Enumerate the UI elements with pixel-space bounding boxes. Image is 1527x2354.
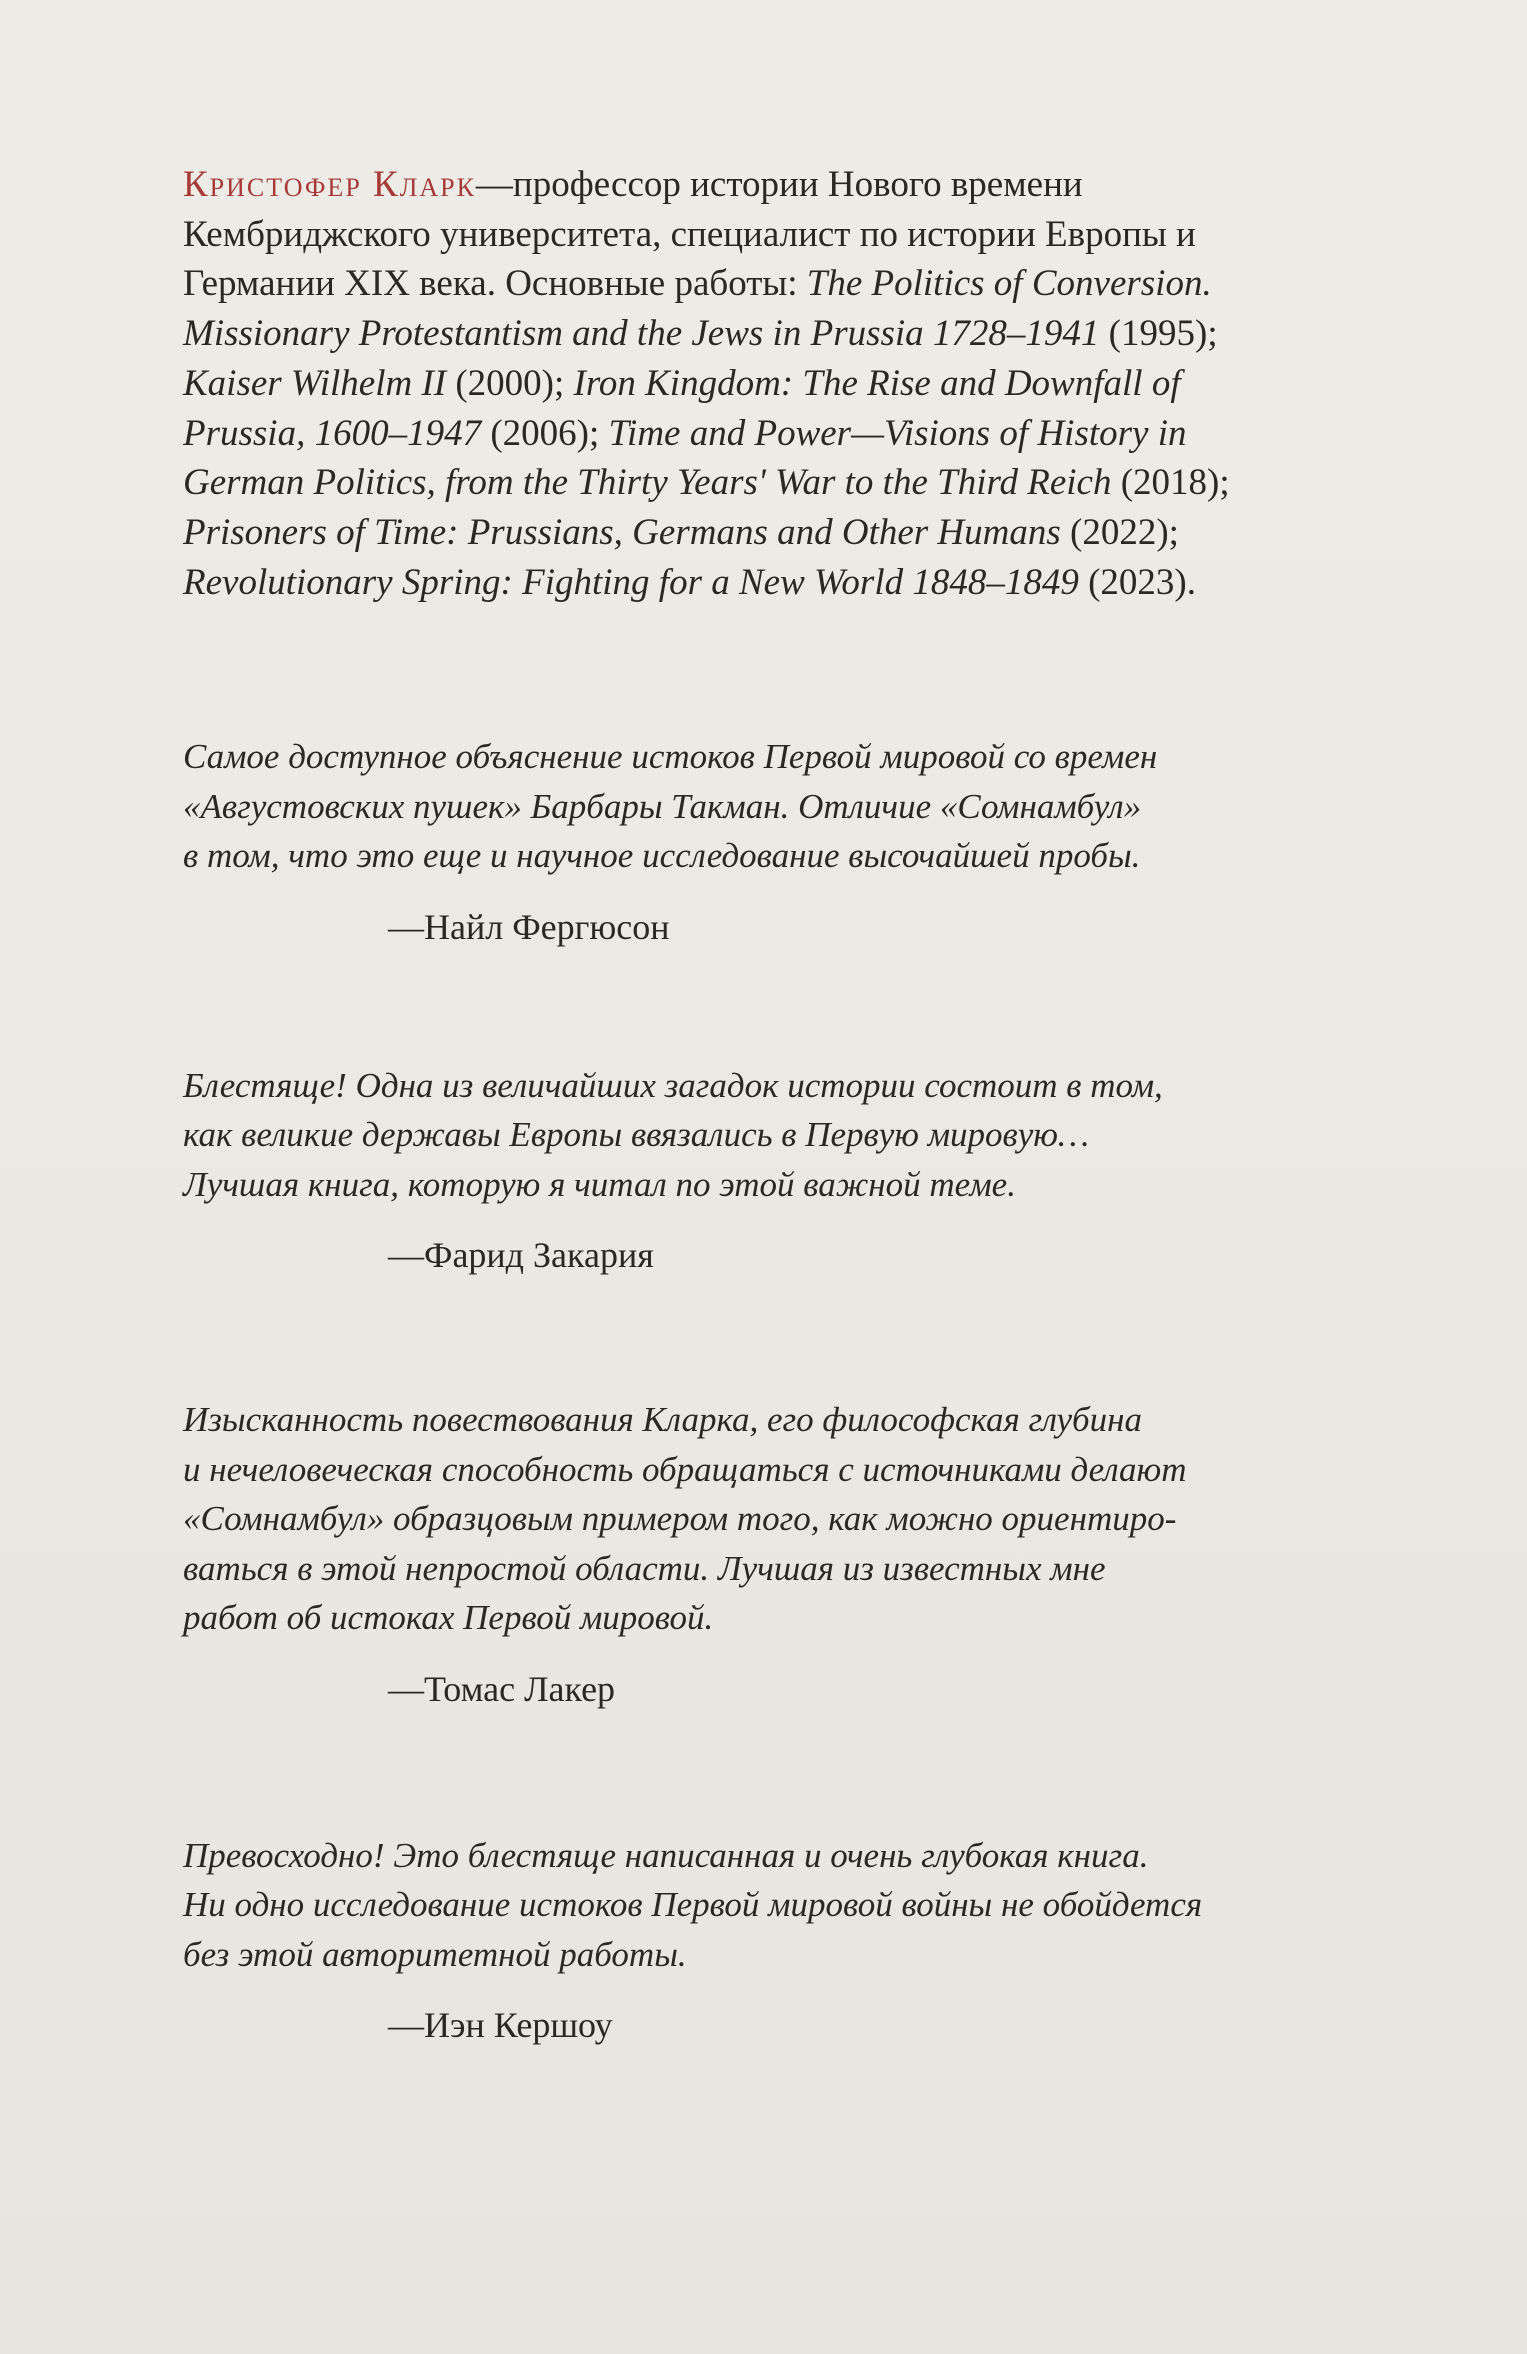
bio-text-3: (2000); [446,362,574,404]
bio-text-1: —профессор истории Нового времени Кембриджского университета, специалист по истории Европы и Германии XIX века. Основные работы: [183,164,1196,305]
book-title-6: Revolutionary Spring: Fighting for a New World 1848–1849 [183,561,1079,603]
quote-line: «Сомнамбул» образцовым примером того, как можно ориентиро- [183,1499,1177,1539]
quote-attribution: —Томас Лакер [388,1668,616,1709]
quote-attribution: —Найл Фергюсон [388,906,670,947]
quote-line: Лучшая книга, которую я читал по этой важной теме. [183,1164,1016,1204]
quote-line: без этой авторитетной работы. [183,1934,687,1974]
quote-text [183,1061,1353,1210]
bio-text-2: (1995); [1099,313,1218,355]
bio-text-4: (2006); [481,412,609,454]
bio-text-5: (2018); [1111,462,1230,504]
quote-text [183,1395,1353,1643]
author-bio [183,160,1293,607]
review-quote-zakaria [183,1061,1353,1280]
quote-line: и нечеловеческая способность обращаться с источниками делают [183,1449,1187,1489]
page-content [183,160,1353,2049]
quote-line: ваться в этой непростой области. Лучшая из известных мне [183,1548,1106,1588]
quote-line: Ни одно исследование истоков Первой мировой войны не обойдется [183,1885,1203,1925]
quote-line: Превосходно! Это блестяще написанная и очень глубокая книга. [183,1835,1149,1875]
quote-attribution: —Фарид Закария [388,1235,654,1276]
quote-line: Изысканность повествования Кларка, его философская глубина [183,1400,1142,1440]
bio-text-6: (2022); [1060,511,1179,553]
quote-line: работ об истоках Первой мировой. [183,1598,714,1638]
quote-line: Блестяще! Одна из величайших загадок истории состоит в том, [183,1065,1163,1105]
review-quote-kershaw [183,1831,1353,2050]
book-title-1: The Politics of Conversion. Missionary Protestantism and the Jews in Prussia 1728–1941 [183,263,1212,355]
review-quote-ferguson [183,732,1353,951]
quote-line: как великие державы Европы ввязались в Первую мировую… [183,1115,1090,1155]
quote-attribution: —Иэн Кершоу [388,2005,613,2046]
quote-text [183,1831,1353,1980]
quote-line: Самое доступное объяснение истоков Первой мировой со времен [183,737,1158,777]
book-title-4: Time and Power—Visions of History in German Politics, from the Thirty Years' War to the Third Reich [183,412,1187,504]
book-title-3: Iron Kingdom: The Rise and Downfall of Prussia, 1600–1947 [183,362,1181,454]
bio-text-7: (2023). [1078,561,1197,603]
quote-line: «Августовских пушек» Барбары Такман. Отличие «Сомнамбул» [183,786,1142,826]
book-title-2: Kaiser Wilhelm II [183,362,447,404]
book-title-5: Prisoners of Time: Prussians, Germans and Other Humans [183,511,1061,553]
review-quote-laqueur [183,1395,1353,1713]
quote-line: в том, что это еще и научное исследование высочайшей пробы. [183,836,1141,876]
author-name: Кристофер Кларк [183,164,476,205]
quote-text [183,732,1353,881]
